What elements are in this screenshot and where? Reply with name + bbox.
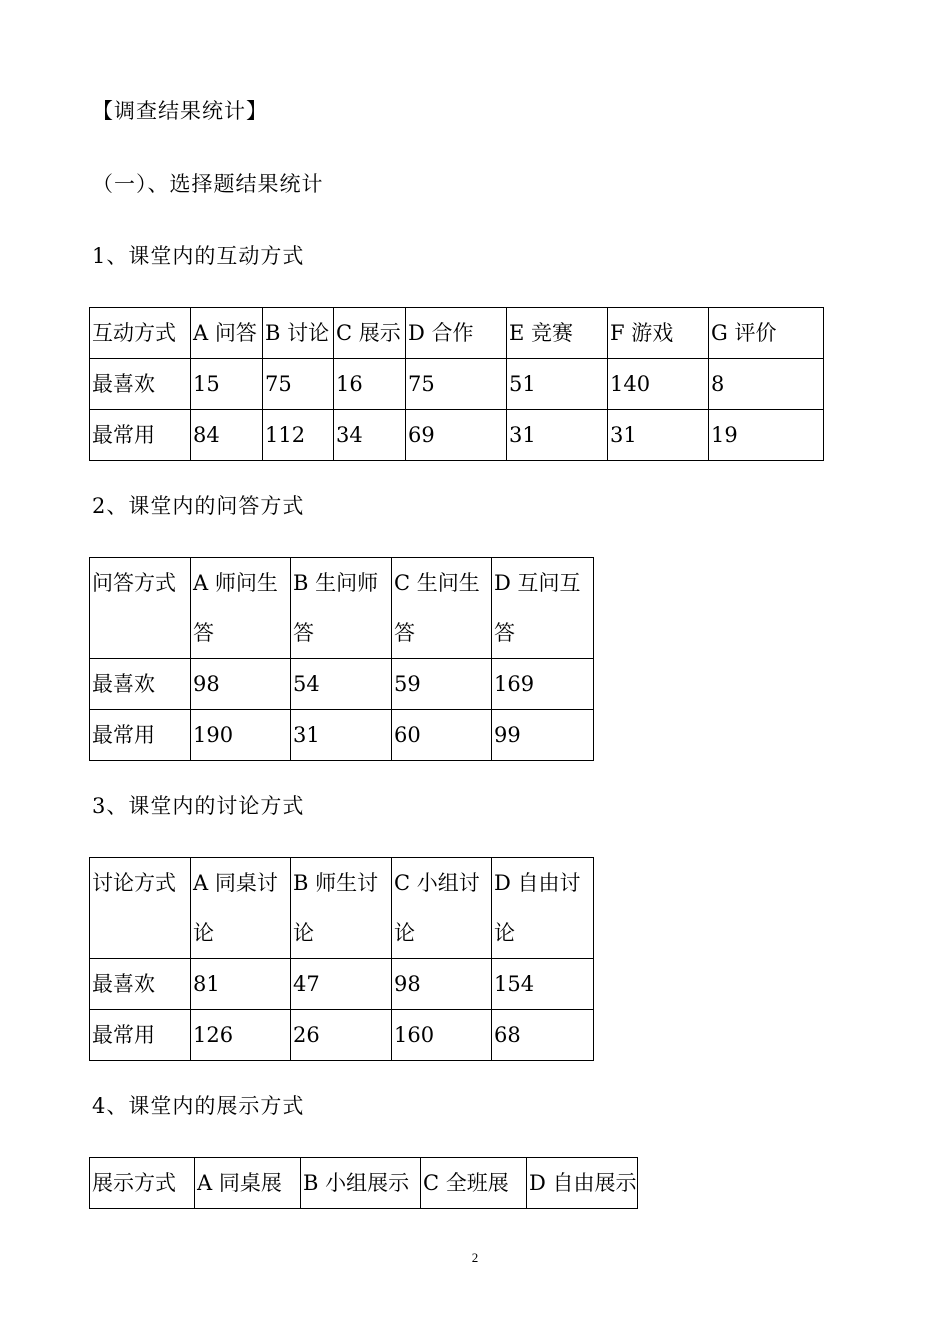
table-cell: 69: [406, 410, 507, 461]
table-header-cell: B 生问师答: [291, 558, 392, 659]
table-cell: 75: [406, 359, 507, 410]
table-header-cell: D 自由讨论: [492, 858, 594, 959]
table-cell: 59: [392, 659, 492, 710]
table-header-cell: C 小组讨论: [392, 858, 492, 959]
table-header-row: [90, 308, 824, 359]
table-row-label: 最喜欢: [90, 959, 191, 1010]
table-header-cell: C 生问生答: [392, 558, 492, 659]
table-cell: 84: [191, 410, 263, 461]
table-cell: 15: [191, 359, 263, 410]
table-row: [90, 1010, 594, 1061]
table-row: [90, 959, 594, 1010]
table-cell: 169: [492, 659, 594, 710]
table-header-cell: D 互问互答: [492, 558, 594, 659]
table-cell: 112: [263, 410, 334, 461]
table-cell: 60: [392, 710, 492, 761]
table-header-cell: 展示方式: [90, 1158, 195, 1209]
table-row-label: 最常用: [90, 1010, 191, 1061]
table-header-cell: A 师问生答: [191, 558, 291, 659]
section-title-presentation: 4、课堂内的展示方式: [92, 1094, 305, 1118]
table-cell: 47: [291, 959, 392, 1010]
table-row: [90, 410, 824, 461]
document-heading: 【调查结果统计】: [92, 99, 268, 123]
table-cell: 16: [334, 359, 406, 410]
table-row-label: 最喜欢: [90, 359, 191, 410]
table-interaction-methods: [89, 307, 824, 461]
table-header-cell: 问答方式: [90, 558, 191, 659]
table-header-cell: A 同桌展: [195, 1158, 301, 1209]
table-cell: 75: [263, 359, 334, 410]
table-header-cell: C 全班展: [421, 1158, 527, 1209]
table-header-cell: A 问答: [191, 308, 263, 359]
table-questioning-methods: [89, 557, 594, 761]
table-cell: 81: [191, 959, 291, 1010]
document-subheading: （一）、选择题结果统计: [92, 172, 324, 196]
table-row: [90, 359, 824, 410]
table-cell: 19: [709, 410, 824, 461]
table-header-cell: F 游戏: [608, 308, 709, 359]
table-cell: 31: [608, 410, 709, 461]
table-discussion-methods: [89, 857, 594, 1061]
table-cell: 8: [709, 359, 824, 410]
table-header-cell: B 讨论: [263, 308, 334, 359]
table-cell: 98: [392, 959, 492, 1010]
table-cell: 54: [291, 659, 392, 710]
table-cell: 31: [291, 710, 392, 761]
table-header-cell: D 自由展示: [527, 1158, 638, 1209]
table-header-cell: C 展示: [334, 308, 406, 359]
table-cell: 51: [507, 359, 608, 410]
table-cell: 154: [492, 959, 594, 1010]
table-header-cell: 互动方式: [90, 308, 191, 359]
table-header-cell: B 小组展示: [301, 1158, 421, 1209]
table-header-row: [90, 858, 594, 959]
table-cell: 31: [507, 410, 608, 461]
table-cell: 68: [492, 1010, 594, 1061]
table-cell: 160: [392, 1010, 492, 1061]
section-title-questioning: 2、课堂内的问答方式: [92, 494, 305, 518]
page-number: 2: [471, 1250, 479, 1265]
table-cell: 26: [291, 1010, 392, 1061]
table-row-label: 最常用: [90, 410, 191, 461]
section-title-discussion: 3、课堂内的讨论方式: [92, 794, 305, 818]
table-presentation-methods: [89, 1157, 638, 1209]
table-row-label: 最喜欢: [90, 659, 191, 710]
table-cell: 140: [608, 359, 709, 410]
table-header-row: [90, 558, 594, 659]
table-row: [90, 710, 594, 761]
table-header-cell: D 合作: [406, 308, 507, 359]
table-header-cell: 讨论方式: [90, 858, 191, 959]
table-header-cell: G 评价: [709, 308, 824, 359]
table-header-cell: B 师生讨论: [291, 858, 392, 959]
table-cell: 98: [191, 659, 291, 710]
table-row-label: 最常用: [90, 710, 191, 761]
table-row: [90, 659, 594, 710]
table-header-row: [90, 1158, 638, 1209]
table-cell: 190: [191, 710, 291, 761]
table-cell: 126: [191, 1010, 291, 1061]
table-cell: 99: [492, 710, 594, 761]
table-cell: 34: [334, 410, 406, 461]
section-title-interaction: 1、课堂内的互动方式: [92, 244, 305, 268]
table-header-cell: E 竞赛: [507, 308, 608, 359]
table-header-cell: A 同桌讨论: [191, 858, 291, 959]
